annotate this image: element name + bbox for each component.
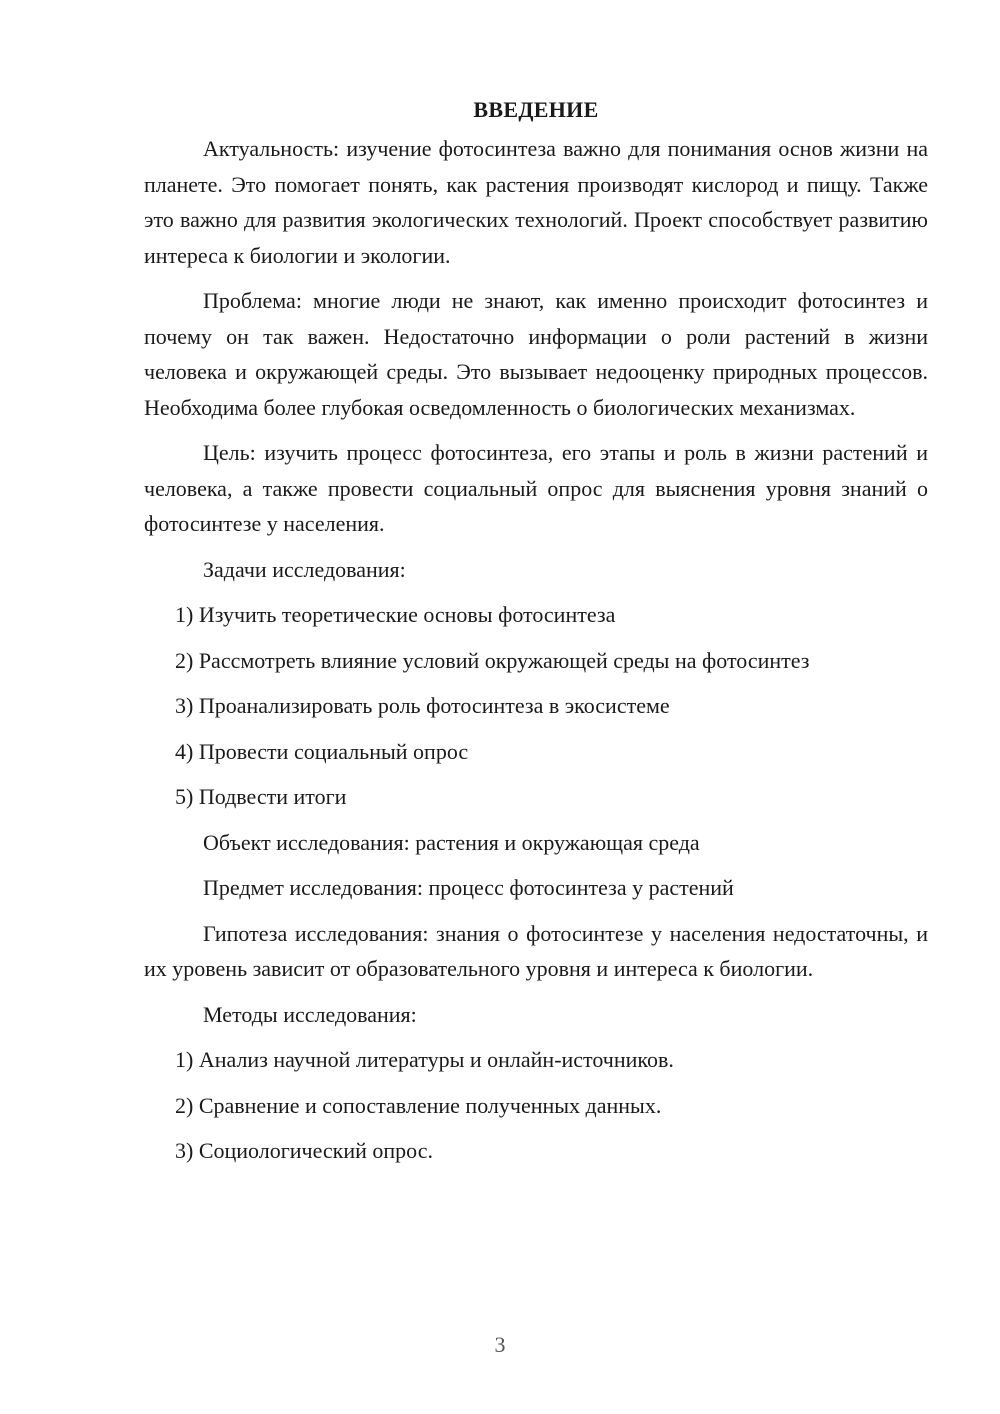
relevance-paragraph: Актуальность: изучение фотосинтеза важно для понимания основ жизни на планете. Это помогает понять, как растения производят кислород и пищу. Также это важно для развития экологических технологий. Проект способствует развитию интереса к биологии и экологии. <box>144 136 928 268</box>
research-subject: Предмет исследования: процесс фотосинтеза у растений <box>203 875 734 900</box>
task-item: 4) Провести социальный опрос <box>175 738 469 764</box>
method-item: 2) Сравнение и сопоставление полученных данных. <box>175 1092 662 1118</box>
goal-paragraph: Цель: изучить процесс фотосинтеза, его этапы и роль в жизни растений и человека, а также провести социальный опрос для выяснения уровня знаний о фотосинтезе у населения. <box>144 440 928 536</box>
page-number: 3 <box>494 1332 506 1357</box>
tasks-label: Задачи исследования: <box>203 556 406 582</box>
methods-list <box>144 1042 928 1169</box>
section-heading: ВВЕДЕНИЕ <box>473 97 599 122</box>
tasks-list <box>144 597 928 815</box>
method-item: 3) Социологический опрос. <box>175 1138 433 1163</box>
document-page <box>144 92 928 1179</box>
task-item: 1) Изучить теоретические основы фотосинтеза <box>175 602 616 627</box>
task-item: 2) Рассмотреть влияние условий окружающей среды на фотосинтез <box>175 647 810 673</box>
problem-paragraph: Проблема: многие люди не знают, как именно происходит фотосинтез и почему он так важен. Недостаточно информации о роли растений в жизни человека и окружающей среды. Это вызывает недооценку природных процессов. Необходима более глубокая осведомленность о биологических механизмах. <box>144 288 928 420</box>
task-item: 3) Проанализировать роль фотосинтеза в экосистеме <box>175 693 670 718</box>
method-item: 1) Анализ научной литературы и онлайн-источников. <box>175 1047 674 1072</box>
methods-label: Методы исследования: <box>203 1001 417 1027</box>
task-item: 5) Подвести итоги <box>175 784 347 809</box>
hypothesis-paragraph: Гипотеза исследования: знания о фотосинтезе у населения недостаточны, и их уровень зависит от образовательного уровня и интереса к биологии. <box>144 920 928 981</box>
research-object: Объект исследования: растения и окружающая среда <box>203 829 700 855</box>
